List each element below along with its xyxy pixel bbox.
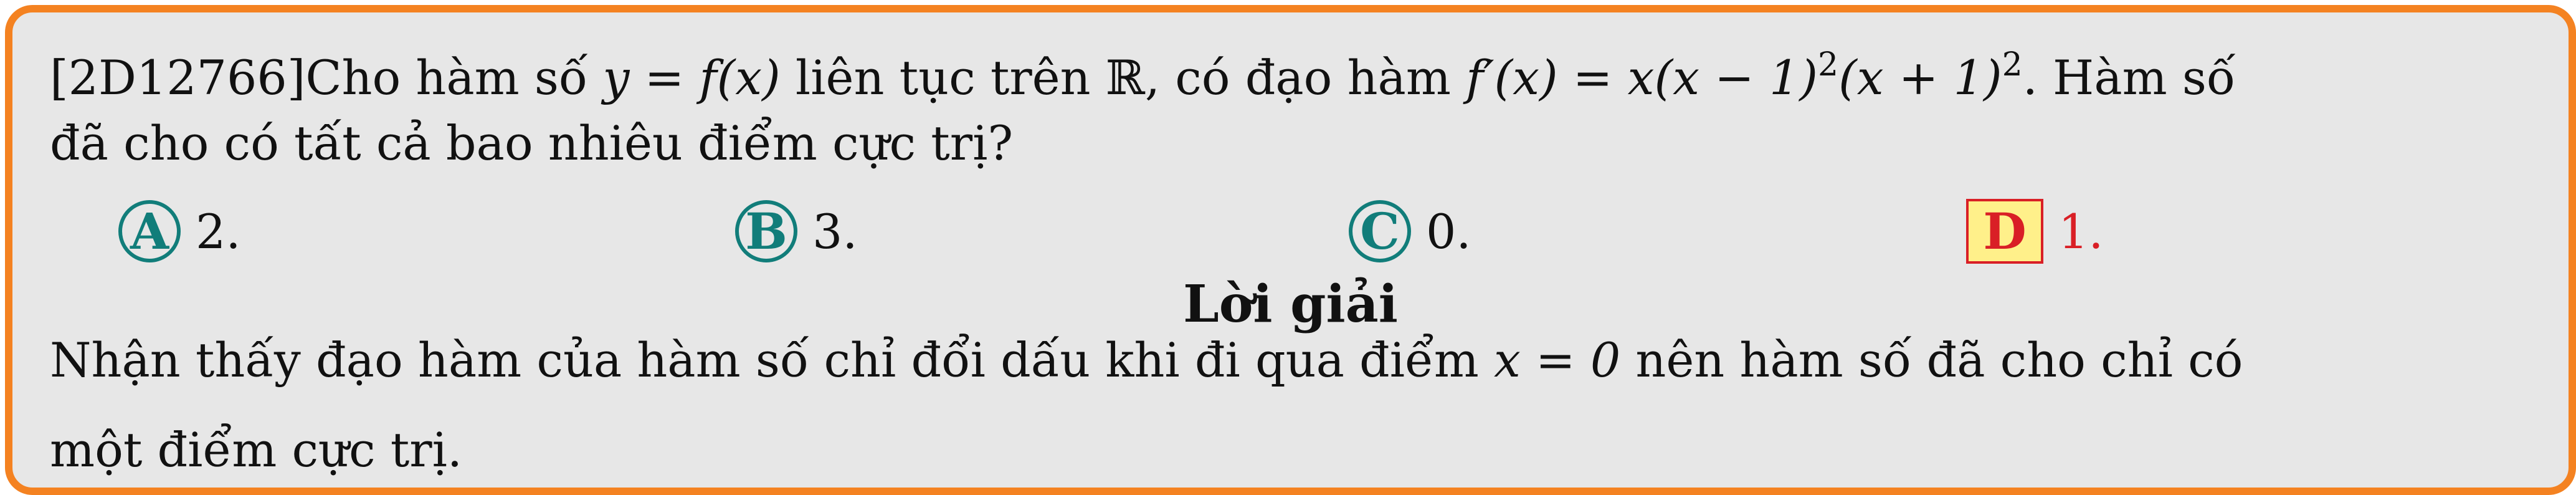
option-d-marker: D bbox=[1966, 199, 2043, 264]
solution-line-1 bbox=[50, 332, 2243, 388]
solution-line-2: một điểm cực trị. bbox=[50, 422, 463, 478]
question-line-2: đã cho có tất cả bao nhiêu điểm cực trị? bbox=[50, 115, 1014, 171]
option-d-value: 1. bbox=[2058, 203, 2104, 259]
question-text-start: Cho hàm số bbox=[305, 50, 603, 105]
derivative-exponent-1: 2 bbox=[1818, 46, 1839, 84]
option-b[interactable] bbox=[735, 197, 858, 266]
option-b-value: 3. bbox=[812, 203, 858, 259]
option-a-marker: A bbox=[118, 200, 181, 262]
critical-point-expression: x = 0 bbox=[1494, 332, 1621, 388]
solution-text-start: Nhận thấy đạo hàm của hàm số chỉ đổi dấu khi đi qua điểm bbox=[50, 332, 1494, 388]
question-id: [2D12766] bbox=[50, 50, 306, 105]
solution-heading: Lời giải bbox=[1183, 274, 1398, 334]
question-text-end: . Hàm số bbox=[2022, 50, 2236, 105]
option-c-marker: C bbox=[1349, 200, 1411, 262]
derivative-expression-start: f′(x) = x(x − 1) bbox=[1466, 50, 1818, 105]
option-d-correct[interactable] bbox=[1966, 197, 2104, 266]
option-a-value: 2. bbox=[196, 203, 241, 259]
derivative-exponent-2: 2 bbox=[2002, 46, 2023, 84]
option-c[interactable] bbox=[1349, 197, 1471, 266]
derivative-expression-mid: (x + 1) bbox=[1838, 50, 2002, 105]
solution-text-end: nên hàm số đã cho chỉ có bbox=[1620, 332, 2243, 388]
question-line-1 bbox=[50, 46, 2236, 105]
option-a[interactable] bbox=[118, 197, 241, 266]
question-card bbox=[5, 5, 2576, 495]
option-c-value: 0. bbox=[1426, 203, 1471, 259]
question-text-mid: liên tục trên ℝ, có đạo hàm bbox=[780, 50, 1466, 105]
option-b-marker: B bbox=[735, 200, 797, 262]
function-expression: y = f(x) bbox=[602, 50, 781, 105]
